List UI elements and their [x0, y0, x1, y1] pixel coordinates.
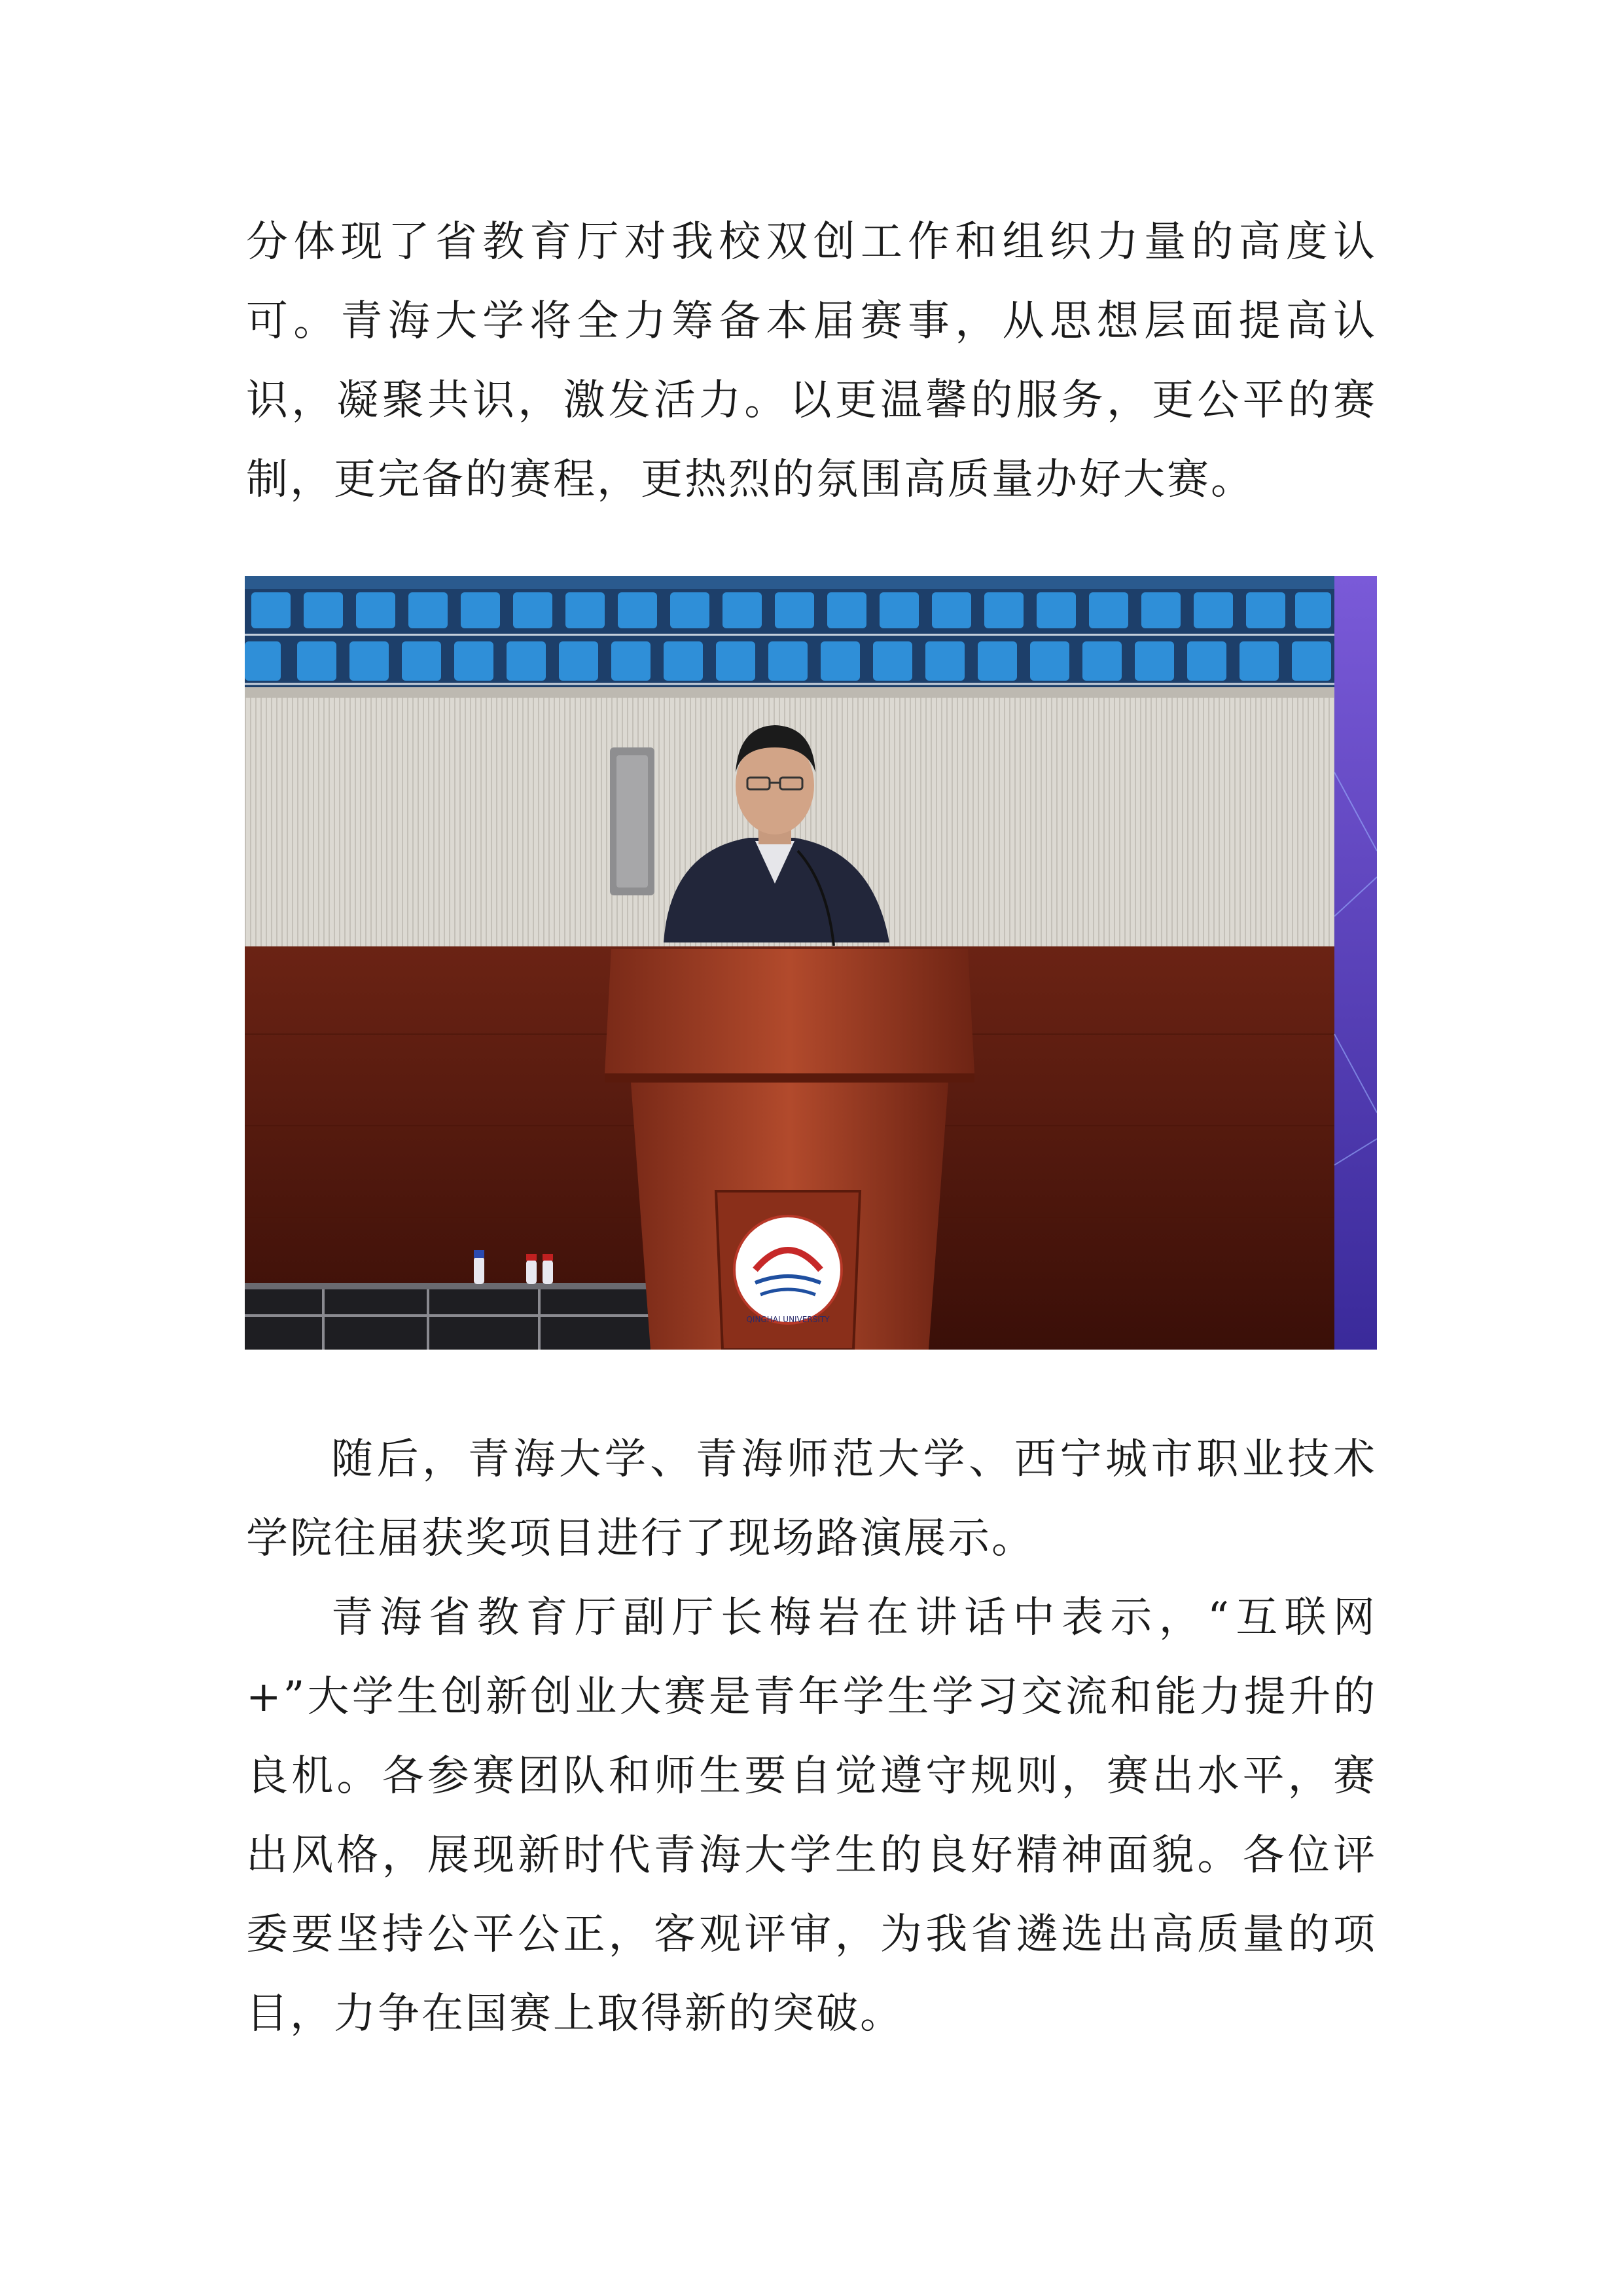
railing-edge — [245, 687, 1334, 698]
university-emblem — [734, 1216, 842, 1324]
speaker-photo — [245, 576, 1377, 1350]
paragraph-roadshow: 随后，青海大学、青海师范大学、西宁城市职业技术学院往届获奖项目进行了现场路演展示。 — [246, 1435, 1377, 1563]
podium — [605, 949, 974, 1350]
stadium-seats — [245, 576, 1334, 687]
led-screen — [1334, 576, 1377, 1350]
paragraph-speech: 青海省教育厅副厅长梅岩在讲话中表示，“互联网+”大学生创新创业大赛是青年学生学习交流和能力提升的良机。各参赛团队和师生要自觉遵守规则，赛出水平，赛出风格，展现新时代青海大学生的良好精神面貌。各位评委要坚持公平公正，客观评审，为我省遴选出高质量的项目，力争在国赛上取得新的突破。 — [246, 1594, 1377, 2038]
emblem-text: QINGHAI UNIVERSITY — [746, 1315, 830, 1324]
wall-speaker — [610, 747, 654, 895]
paragraph-intro: 分体现了省教育厅对我校双创工作和组织力量的高度认可。青海大学将全力筹备本届赛事，从思想层面提高认识，凝聚共识，激发活力。以更温馨的服务，更公平的赛制，更完备的赛程，更热烈的氛围高质量办好大赛。 — [246, 218, 1377, 504]
